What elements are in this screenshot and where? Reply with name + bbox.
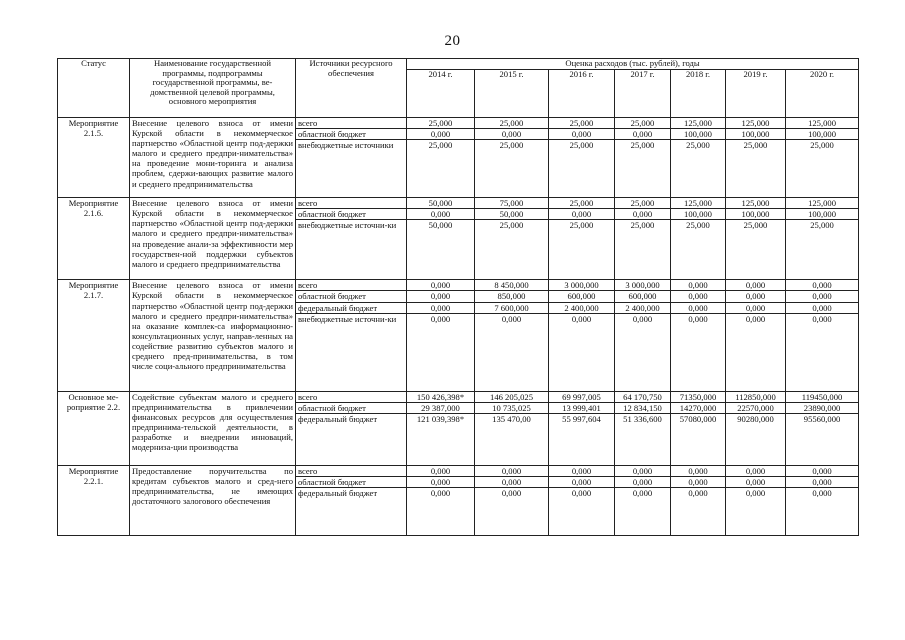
value-cell: 51 336,600 <box>615 413 671 465</box>
value-cell: 25,000 <box>549 118 615 129</box>
source-cell: всего <box>296 198 407 209</box>
value-cell: 0,000 <box>671 291 726 302</box>
header-year: 2016 г. <box>549 70 615 118</box>
value-cell: 0,000 <box>615 313 671 391</box>
value-cell: 10 735,025 <box>475 402 549 413</box>
status-cell: Мероприятие 2.2.1. <box>58 465 130 535</box>
source-cell: внебюджетные источни-ки <box>296 313 407 391</box>
header-name: Наименование государственной программы, подпрограммы государственной программы, ве-домственной целевой программы, основного мероприятия <box>130 59 296 118</box>
value-cell: 0,000 <box>475 476 549 487</box>
value-cell: 2 400,000 <box>549 302 615 313</box>
value-cell: 25,000 <box>786 140 859 198</box>
value-cell: 0,000 <box>475 488 549 536</box>
value-cell: 0,000 <box>549 476 615 487</box>
value-cell: 600,000 <box>549 291 615 302</box>
value-cell: 0,000 <box>615 209 671 220</box>
table-row <box>58 198 859 209</box>
value-cell: 0,000 <box>549 313 615 391</box>
value-cell: 25,000 <box>671 220 726 280</box>
value-cell: 2 400,000 <box>615 302 671 313</box>
value-cell: 0,000 <box>726 280 786 291</box>
value-cell: 150 426,398* <box>407 391 475 402</box>
value-cell: 25,000 <box>549 220 615 280</box>
budget-table <box>57 58 859 536</box>
header-year: 2020 г. <box>786 70 859 118</box>
source-cell: областной бюджет <box>296 476 407 487</box>
value-cell: 0,000 <box>549 465 615 476</box>
value-cell: 0,000 <box>786 313 859 391</box>
value-cell: 0,000 <box>549 209 615 220</box>
value-cell: 0,000 <box>726 476 786 487</box>
value-cell: 71350,000 <box>671 391 726 402</box>
value-cell: 0,000 <box>407 302 475 313</box>
value-cell: 90280,000 <box>726 413 786 465</box>
value-cell: 100,000 <box>786 209 859 220</box>
value-cell: 55 997,604 <box>549 413 615 465</box>
table-row <box>58 465 859 476</box>
status-cell: Мероприятие 2.1.7. <box>58 280 130 391</box>
value-cell: 100,000 <box>786 129 859 140</box>
table-body <box>58 118 859 536</box>
value-cell: 146 205,025 <box>475 391 549 402</box>
description-cell: Предоставление поручительства по кредитам субъектов малого и сред-него предпринимательства, не имеющих достаточного залогового обеспечения <box>130 465 296 535</box>
value-cell: 119450,000 <box>786 391 859 402</box>
source-cell: внебюджетные источники <box>296 140 407 198</box>
value-cell: 121 039,398* <box>407 413 475 465</box>
value-cell: 3 000,000 <box>615 280 671 291</box>
value-cell: 100,000 <box>726 129 786 140</box>
description-cell: Содействие субъектам малого и среднего предпринимательства в привлечении финансовых ресурсов для осуществления предпринима-тельской деятельности, в разработке и внедрении инноваций, модерниза-ции производства <box>130 391 296 465</box>
value-cell: 50,000 <box>407 198 475 209</box>
value-cell: 0,000 <box>407 209 475 220</box>
value-cell: 0,000 <box>671 313 726 391</box>
value-cell: 25,000 <box>475 140 549 198</box>
value-cell: 0,000 <box>407 129 475 140</box>
value-cell: 100,000 <box>671 209 726 220</box>
value-cell: 0,000 <box>549 488 615 536</box>
header-status: Статус <box>58 59 130 118</box>
value-cell: 0,000 <box>671 476 726 487</box>
source-cell: областной бюджет <box>296 129 407 140</box>
value-cell: 25,000 <box>615 118 671 129</box>
value-cell: 25,000 <box>671 140 726 198</box>
source-cell: всего <box>296 118 407 129</box>
value-cell: 0,000 <box>615 465 671 476</box>
value-cell: 125,000 <box>671 118 726 129</box>
source-cell: всего <box>296 391 407 402</box>
value-cell: 0,000 <box>407 313 475 391</box>
table-header <box>58 59 859 118</box>
header-year: 2014 г. <box>407 70 475 118</box>
value-cell: 600,000 <box>615 291 671 302</box>
value-cell: 125,000 <box>726 198 786 209</box>
value-cell: 0,000 <box>786 465 859 476</box>
source-cell: всего <box>296 465 407 476</box>
value-cell: 0,000 <box>726 313 786 391</box>
description-cell: Внесение целевого взноса от имени Курской области в некоммерческое партнерство «Областной центр под-держки малого и среднего предпри-нимательства» на проведение мони-торинга и анализа проблем, сдержи-вающих развитие малого и среднего предпринимательства <box>130 118 296 198</box>
source-cell: областной бюджет <box>296 291 407 302</box>
value-cell: 125,000 <box>671 198 726 209</box>
value-cell: 25,000 <box>726 140 786 198</box>
value-cell: 25,000 <box>615 198 671 209</box>
value-cell: 0,000 <box>407 291 475 302</box>
value-cell: 0,000 <box>671 280 726 291</box>
value-cell: 0,000 <box>475 313 549 391</box>
value-cell: 0,000 <box>726 291 786 302</box>
source-cell: федеральный бюджет <box>296 413 407 465</box>
value-cell: 0,000 <box>615 488 671 536</box>
value-cell: 22570,000 <box>726 402 786 413</box>
header-estimate: Оценка расходов (тыс. рублей), годы <box>407 59 859 70</box>
header-sources: Источники ресурсного обеспечения <box>296 59 407 118</box>
value-cell: 25,000 <box>615 140 671 198</box>
value-cell: 25,000 <box>726 220 786 280</box>
value-cell: 12 834,150 <box>615 402 671 413</box>
value-cell: 13 999,401 <box>549 402 615 413</box>
value-cell: 0,000 <box>671 465 726 476</box>
value-cell: 0,000 <box>407 280 475 291</box>
value-cell: 100,000 <box>671 129 726 140</box>
value-cell: 125,000 <box>786 198 859 209</box>
value-cell: 125,000 <box>726 118 786 129</box>
value-cell: 23890,000 <box>786 402 859 413</box>
value-cell: 8 450,000 <box>475 280 549 291</box>
table-row <box>58 280 859 291</box>
value-cell: 95560,000 <box>786 413 859 465</box>
source-cell: федеральный бюджет <box>296 488 407 536</box>
value-cell: 25,000 <box>786 220 859 280</box>
value-cell: 0,000 <box>407 476 475 487</box>
value-cell: 25,000 <box>549 140 615 198</box>
value-cell: 0,000 <box>786 302 859 313</box>
value-cell: 0,000 <box>786 488 859 536</box>
value-cell: 57080,000 <box>671 413 726 465</box>
value-cell: 69 997,005 <box>549 391 615 402</box>
description-cell: Внесение целевого взноса от имени Курской области в некоммерческое партнерство «Областной центр под-держки малого и среднего предпри-нимательства» на проведение анали-за эффективности мер государствен-ной поддержки субъектов малого и среднего предпринимательства <box>130 198 296 280</box>
table-row <box>58 118 859 129</box>
page-number: 20 <box>444 33 461 49</box>
value-cell: 0,000 <box>475 129 549 140</box>
value-cell: 850,000 <box>475 291 549 302</box>
value-cell: 25,000 <box>475 220 549 280</box>
value-cell: 135 470,00 <box>475 413 549 465</box>
value-cell: 125,000 <box>786 118 859 129</box>
header-year: 2019 г. <box>726 70 786 118</box>
value-cell: 0,000 <box>407 488 475 536</box>
value-cell: 7 600,000 <box>475 302 549 313</box>
header-year: 2015 г. <box>475 70 549 118</box>
value-cell: 0,000 <box>726 302 786 313</box>
value-cell: 29 387,000 <box>407 402 475 413</box>
value-cell: 25,000 <box>475 118 549 129</box>
value-cell: 14270,000 <box>671 402 726 413</box>
source-cell: внебюджетные источни-ки <box>296 220 407 280</box>
value-cell: 0,000 <box>671 488 726 536</box>
value-cell: 0,000 <box>475 465 549 476</box>
source-cell: областной бюджет <box>296 209 407 220</box>
value-cell: 100,000 <box>726 209 786 220</box>
value-cell: 0,000 <box>726 465 786 476</box>
value-cell: 64 170,750 <box>615 391 671 402</box>
value-cell: 0,000 <box>786 280 859 291</box>
description-cell: Внесение целевого взноса от имени Курской области в некоммерческое партнерство «Областной центр под-держки малого и среднего предпри-нимательства» на оказание комплек-са информационно-консультационных услуг, направ-ленных на содействие развитию субъектов малого и среднего пред-принимательства, в том числе соци-ального предпринимательства <box>130 280 296 391</box>
value-cell: 0,000 <box>726 488 786 536</box>
status-cell: Мероприятие 2.1.6. <box>58 198 130 280</box>
source-cell: всего <box>296 280 407 291</box>
value-cell: 0,000 <box>407 465 475 476</box>
header-year: 2017 г. <box>615 70 671 118</box>
source-cell: федеральный бюджет <box>296 302 407 313</box>
status-cell: Основное ме-роприятие 2.2. <box>58 391 130 465</box>
table-row <box>58 391 859 402</box>
value-cell: 3 000,000 <box>549 280 615 291</box>
value-cell: 0,000 <box>549 129 615 140</box>
header-year: 2018 г. <box>671 70 726 118</box>
value-cell: 0,000 <box>786 476 859 487</box>
value-cell: 25,000 <box>407 140 475 198</box>
value-cell: 25,000 <box>549 198 615 209</box>
status-cell: Мероприятие 2.1.5. <box>58 118 130 198</box>
value-cell: 112850,000 <box>726 391 786 402</box>
value-cell: 0,000 <box>615 476 671 487</box>
value-cell: 0,000 <box>615 129 671 140</box>
value-cell: 50,000 <box>475 209 549 220</box>
source-cell: областной бюджет <box>296 402 407 413</box>
value-cell: 0,000 <box>786 291 859 302</box>
value-cell: 50,000 <box>407 220 475 280</box>
value-cell: 0,000 <box>671 302 726 313</box>
value-cell: 25,000 <box>615 220 671 280</box>
value-cell: 25,000 <box>407 118 475 129</box>
value-cell: 75,000 <box>475 198 549 209</box>
